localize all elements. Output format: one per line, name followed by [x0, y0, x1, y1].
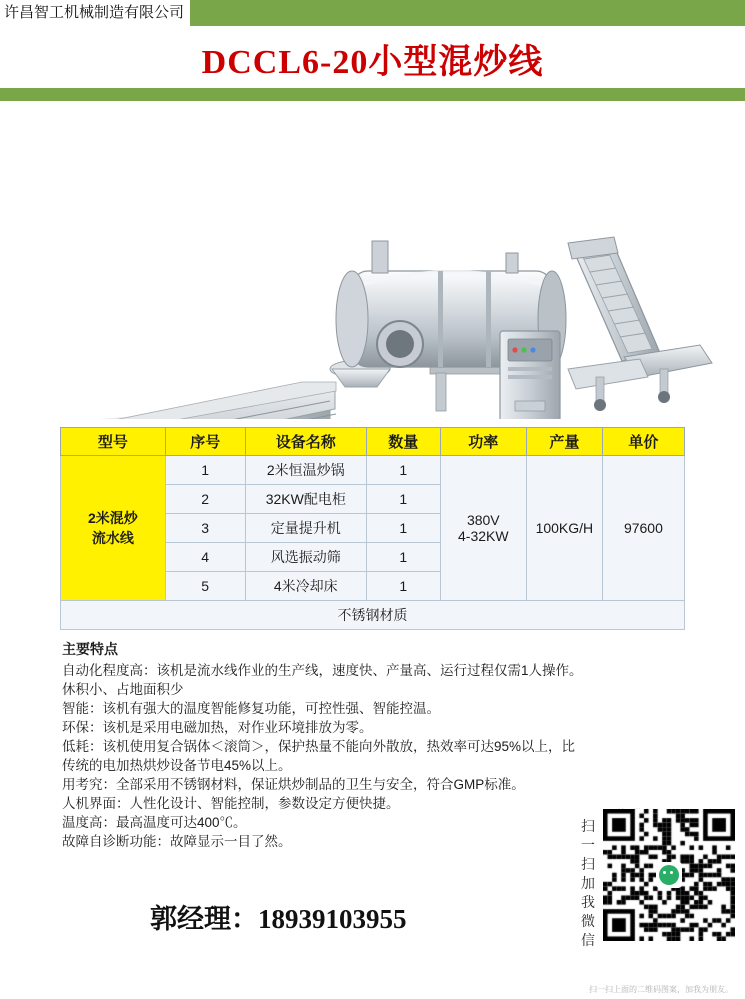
- feature-line: 人机界面：人性化设计、智能控制，参数设定方便快捷。: [62, 796, 400, 811]
- th-no: 序号: [165, 428, 245, 456]
- qr-code[interactable]: [603, 809, 735, 941]
- cell-no: 1: [165, 456, 245, 485]
- cell-qty: 1: [366, 572, 440, 601]
- scan-instruction: 扫一扫加我微信: [581, 818, 595, 948]
- feature-line: 故障自诊断功能：故障显示一目了然。: [62, 834, 292, 849]
- cell-power: 380V 4-32KW: [440, 456, 526, 601]
- cell-qty: 1: [366, 485, 440, 514]
- phone-number: [150, 897, 407, 936]
- cell-no: 2: [165, 485, 245, 514]
- cell-qty: 1: [366, 514, 440, 543]
- th-name: 设备名称: [245, 428, 366, 456]
- contact-section: [0, 809, 745, 999]
- page-title: DCCL6-20小型混炒线: [201, 44, 544, 81]
- phone-label: 郭经理：: [150, 904, 258, 934]
- cell-qty: 1: [366, 543, 440, 572]
- cell-name: 风选振动筛: [245, 543, 366, 572]
- feature-line: 环保：该机是采用电磁加热，对作业环境排放为零。: [62, 720, 373, 735]
- cell-name: 4米冷却床: [245, 572, 366, 601]
- feature-line: 温度高：最高温度可达400℃。: [62, 815, 247, 830]
- cell-no: 4: [165, 543, 245, 572]
- th-output: 产量: [526, 428, 602, 456]
- header-green-bar: [0, 0, 745, 26]
- th-power: 功率: [440, 428, 526, 456]
- feature-line: 低耗：该机使用复合锅体＜滚筒＞，保护热量不能向外散放，热效率可达95%以上，比: [62, 739, 576, 754]
- spec-table-wrapper: [60, 427, 685, 630]
- cell-output: 100KG/H: [526, 456, 602, 601]
- th-qty: 数量: [366, 428, 440, 456]
- table-row-material: [61, 601, 685, 630]
- cell-material: 不锈钢材质: [61, 601, 685, 630]
- company-name: 许昌智工机械制造有限公司: [0, 0, 190, 26]
- th-model: 型号: [61, 428, 166, 456]
- title-band: [0, 26, 745, 88]
- table-header-row: [61, 428, 685, 456]
- title-underline-bar: [0, 88, 745, 101]
- spec-table: [60, 427, 685, 630]
- cell-no: 3: [165, 514, 245, 543]
- phone-digits: 18939103955: [258, 904, 407, 934]
- wechat-icon: [656, 862, 682, 888]
- cell-qty: 1: [366, 456, 440, 485]
- cell-model-name: 2米混炒 流水线: [61, 456, 166, 601]
- cell-name: 定量提升机: [245, 514, 366, 543]
- product-image: [0, 101, 745, 419]
- cell-price: 97600: [602, 456, 684, 601]
- feature-line: 自动化程度高：该机是流水线作业的生产线，速度快、产量高、运行过程仅需1人操作。: [62, 663, 583, 678]
- feature-line: 用考究：全部采用不锈钢材料，保证烘炒制品的卫生与安全，符合GMP标准。: [62, 777, 525, 792]
- features-heading: 主要特点: [62, 641, 118, 657]
- feature-line: 休积小、占地面积少: [62, 682, 184, 697]
- machine-illustration: [0, 101, 745, 419]
- cell-name: 32KW配电柜: [245, 485, 366, 514]
- table-row: [61, 456, 685, 485]
- th-price: 单价: [602, 428, 684, 456]
- qr-caption: 扫一扫上面的二维码图案，加我为朋友。: [589, 985, 733, 994]
- cell-name: 2米恒温炒锅: [245, 456, 366, 485]
- feature-line: 智能：该机有强大的温度智能修复功能，可控性强、智能控温。: [62, 701, 440, 716]
- feature-line: 传统的电加热烘炒设备节电45%以上。: [62, 758, 292, 773]
- cell-no: 5: [165, 572, 245, 601]
